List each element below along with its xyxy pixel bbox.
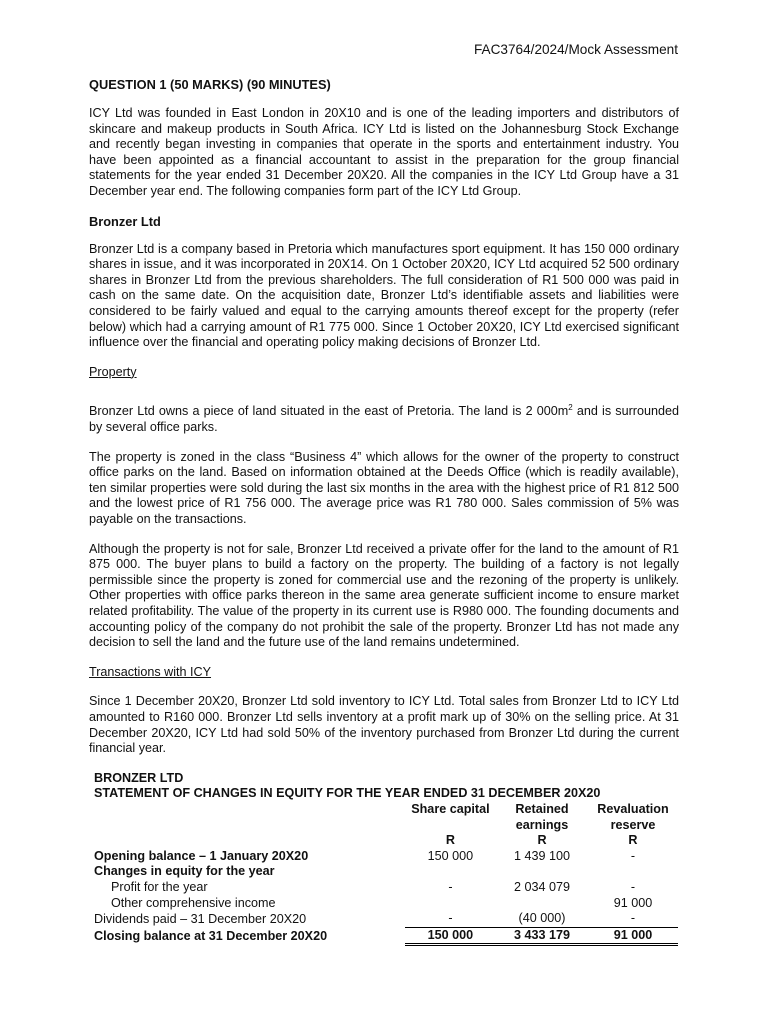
intro-paragraph: ICY Ltd was founded in East London in 20X10 and is one of the leading importers and distributors of skincare and makeup products in South Africa. ICY Ltd is listed on the Johannesburg Stock Exchange and recently began investing in companies that operate in the sports and entertainment industry. You have been appointed as a financial accountant to assist in the preparation for the group financial statements for the year ended 31 December 20X20. All the companies in the ICY Ltd Group have a 31 December year end. The following companies form part of the ICY Ltd Group. [89,106,679,198]
table-row [94,864,678,880]
soce-title-company: BRONZER LTD [94,770,184,785]
soce-title-row-2 [94,786,678,802]
table-row-closing [94,927,678,945]
cell-reval [588,864,678,880]
cell-share [405,864,496,880]
currency-share: R [445,833,455,848]
superscript-2: 2 [568,403,573,413]
cell-retained [496,864,588,880]
property-paragraph-1-text-a: Bronzer Ltd owns a piece of land situated in the east of Pretoria. The land is 2 000m [89,404,569,419]
row-label: Closing balance at 31 December 20X20 [94,929,328,944]
currency-retained: R [537,833,547,848]
row-label: Profit for the year [111,879,208,894]
bronzer-paragraph: Bronzer Ltd is a company based in Pretoria which manufactures sport equipment. It has 150 000 ordinary shares in issue, and it was incorporated in 20X14. On 1 October 20X20, ICY Ltd acquired 52 500 ordinary shares in Bronzer Ltd from the previous shareholders. The full consideration of R1 500 000 was paid in cash on the same date. On the acquisition date, Bronzer Ltd’s identifiable assets and liabilities were considered to be fairly valued and equal to the carrying amounts thereof except for the property (refer below) which had a carrying amount of R1 775 000. Since 1 October 20X20, ICY Ltd exercised significant influence over the financial and operating policy making decisions of Bronzer Ltd. [89,241,679,350]
cell-reval: - [630,911,636,926]
table-row [94,911,678,927]
row-label: Opening balance – 1 January 20X20 [94,848,309,863]
table-row [94,849,678,865]
soce-header-row-2 [94,818,678,834]
property-paragraph-2: The property is zoned in the class “Business 4” which allows for the owner of the property to construct office parks on the land. Based on information obtained at the Deeds Office (which is readily available), ten similar properties were sold during the last six months in the area with the highest price of R1 812 500 and the lowest price of R1 756 000. The average price was R1 780 000. Sales commission of 5% was payable on the transactions. [89,449,679,527]
question-title: QUESTION 1 (50 MARKS) (90 MINUTES) [89,77,331,92]
cell-share: - [448,879,453,894]
property-paragraph-3: Although the property is not for sale, Bronzer Ltd received a private offer for the land to the amount of R1 875 000. The buyer plans to build a factory on the property. The building of a factory is not legally permissible since the property is zoned for commercial use and the rezoning of the property is unlikely. Other properties with office parks thereon in the same area generate sufficient income to ensure market related profitability. The value of the property in its current use is R980 000. The founding documents and accounting policy of the company do not prohibit the sale of the property. Bronzer Ltd has not made any decision to sell the land and the future use of the land remains undetermined. [89,541,679,650]
cell-retained: 3 433 179 [496,927,588,945]
row-label: Other comprehensive income [111,895,276,910]
cell-retained: 1 439 100 [513,848,571,863]
row-label: Changes in equity for the year [94,864,275,879]
document-body [89,77,679,946]
bronzer-heading: Bronzer Ltd [89,213,161,229]
col-header-retained-1: Retained [515,801,569,816]
col-header-reval-1: Revaluation [597,801,669,816]
soce-currency-row [94,833,678,849]
cell-share [405,896,496,912]
col-header-reval-2: reserve [610,817,656,832]
cell-retained: (40 000) [518,911,566,926]
table-row [94,880,678,896]
cell-retained [496,896,588,912]
table-row [94,896,678,912]
transactions-heading: Transactions with ICY [89,664,212,679]
document-code: FAC3764/2024/Mock Assessment [473,42,678,57]
cell-share: 150 000 [405,927,496,945]
soce-header-row-1 [94,802,678,818]
row-label: Dividends paid – 31 December 20X20 [94,911,307,926]
transactions-paragraph: Since 1 December 20X20, Bronzer Ltd sold inventory to ICY Ltd. Total sales from Bronzer Ltd to ICY Ltd amounted to R160 000. Bronzer Ltd sells inventory at a profit mark up of 30% on the selling price. At 31 December 20X20, ICY Ltd had sold 50% of the inventory purchased from Bronzer Ltd during the current financial year. [89,694,679,756]
property-paragraph-1 [89,400,679,435]
col-header-retained-2: earnings [515,817,569,832]
soce-title-row-1 [94,771,678,787]
cell-share: 150 000 [427,848,474,863]
col-header-share-capital: Share capital [411,801,490,816]
statement-of-changes-in-equity [94,771,678,947]
cell-reval: 91 000 [588,927,678,945]
cell-share: - [448,911,453,926]
cell-retained: 2 034 079 [513,879,571,894]
cell-reval: 91 000 [613,895,653,910]
property-paragraph-1-text-b: and is surrounded by several office parks. [89,404,679,435]
property-heading: Property [89,364,137,379]
cell-reval: - [630,879,636,894]
currency-reval: R [628,833,638,848]
cell-reval: - [630,848,636,863]
soce-title-statement: STATEMENT OF CHANGES IN EQUITY FOR THE YEAR ENDED 31 DECEMBER 20X20 [94,786,601,801]
